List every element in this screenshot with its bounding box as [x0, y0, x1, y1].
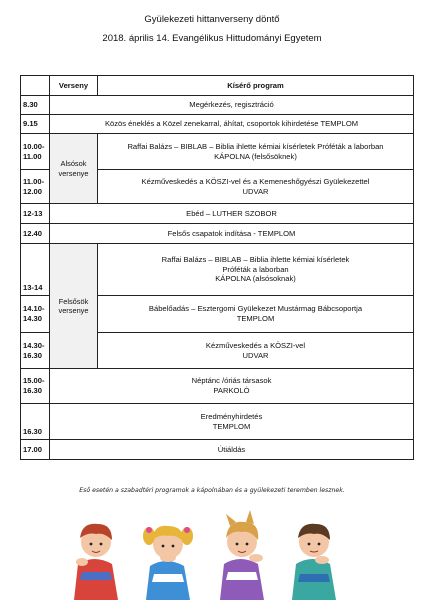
table-row [21, 369, 414, 404]
program-line: UDVAR [242, 186, 269, 196]
program-line: Kézműveskedés a KÖSZI-vel [205, 340, 306, 350]
table-header-row [21, 76, 414, 96]
program-line: Raffai Balázs – BIBLAB – Biblia ihlette kémiai kísérletek Próféták a laborban [127, 141, 384, 151]
time-line: 11.00- [23, 176, 45, 186]
table-row [21, 134, 414, 170]
child-2-figure [143, 526, 193, 600]
children-illustration [60, 500, 360, 600]
program-line: UDVAR [242, 350, 269, 360]
child-1-figure [74, 524, 118, 600]
program-line: PARKOLÓ [213, 386, 250, 395]
header-verseny: Verseny [50, 76, 98, 96]
time-cell: 8.30 [21, 96, 50, 115]
time-cell: 12-13 [21, 204, 50, 224]
footnote: Eső esetén a szabadtéri programok a kápolnában és a gyülekezeti teremben lesznek. [79, 487, 345, 494]
program-line: Raffai Balázs – BIBLAB – Biblia ihlette kémiai kísérletek [161, 254, 350, 264]
program-line: Útiáldás [217, 444, 246, 454]
program-cell [50, 440, 414, 460]
program-line: TEMPLOM [236, 314, 275, 323]
table-row [21, 244, 414, 296]
group-line: Felsősök [58, 296, 89, 306]
time-cell: 17.00 [21, 440, 50, 460]
header-time-cell [21, 76, 50, 96]
time-cell [21, 369, 50, 404]
time-line: 14.10- [23, 304, 45, 314]
table-row [21, 115, 414, 134]
program-line: Bábelőadás – Esztergomi Gyülekezet Mustármag Bábcsoportja [148, 304, 363, 314]
program-line: Próféták a laborban [222, 264, 289, 274]
program-line: KÁPOLNA (felsősöknek) [214, 151, 297, 161]
child-4-figure [292, 524, 336, 600]
table-row [21, 224, 414, 244]
program-line: Néptánc /óriás társasok [191, 376, 272, 386]
table-row [21, 204, 414, 224]
time-cell: 13-14 [21, 244, 50, 296]
program-cell [98, 134, 414, 170]
time-line: 16.30 [23, 386, 43, 395]
time-cell: 9.15 [21, 115, 50, 134]
program-cell [98, 244, 414, 296]
time-line: 12.00 [23, 186, 43, 196]
table-row [21, 96, 414, 115]
program-cell [50, 224, 414, 244]
table-row [21, 440, 414, 460]
program-cell [98, 296, 414, 333]
program-cell [50, 404, 414, 440]
time-cell [21, 333, 50, 369]
group-felsosok [50, 244, 98, 369]
table-row [21, 404, 414, 440]
header-program: Kísérő program [98, 76, 414, 96]
program-line: Megérkezés, regisztráció [189, 100, 274, 110]
group-line: versenye [58, 306, 89, 315]
time-line: 14.30- [23, 340, 45, 350]
time-line: 10.00- [23, 141, 45, 151]
program-cell [50, 96, 414, 115]
program-line: Közös éneklés a Közel zenekarral, áhítat, csoportok kihirdetése TEMPLOM [104, 119, 359, 129]
program-cell [50, 369, 414, 404]
program-line: Kézműveskedés a KÖSZI-vel és a Kemeneshőgyészi Gyülekezettel [141, 176, 370, 186]
program-cell [98, 170, 414, 204]
time-cell: 16.30 [21, 404, 50, 440]
program-line: Felsős csapatok indítása - TEMPLOM [167, 228, 296, 238]
group-alsosok [50, 134, 98, 204]
page-title: Gyülekezeti hittanverseny döntő [144, 14, 280, 25]
program-cell [50, 204, 414, 224]
program-line: KÁPOLNA (alsósoknak) [215, 274, 296, 284]
program-table [20, 75, 414, 460]
program-line: TEMPLOM [212, 421, 251, 431]
time-cell [21, 134, 50, 170]
page-subtitle: 2018. április 14. Evangélikus Hittudományi Egyetem [102, 33, 322, 44]
time-cell [21, 296, 50, 333]
program-cell [50, 115, 414, 134]
program-cell [98, 333, 414, 369]
time-line: 16.30 [23, 350, 43, 360]
time-cell: 12.40 [21, 224, 50, 244]
child-3-figure [220, 510, 264, 600]
program-line: Eredményhirdetés [200, 411, 263, 421]
time-line: 14.30 [23, 314, 43, 323]
group-line: versenye [58, 168, 89, 178]
time-line: 15.00- [23, 376, 45, 386]
time-cell [21, 170, 50, 204]
group-line: Alsósok [60, 159, 87, 169]
program-line: Ebéd – LUTHER SZOBOR [186, 208, 277, 218]
time-line: 11.00 [23, 151, 42, 161]
